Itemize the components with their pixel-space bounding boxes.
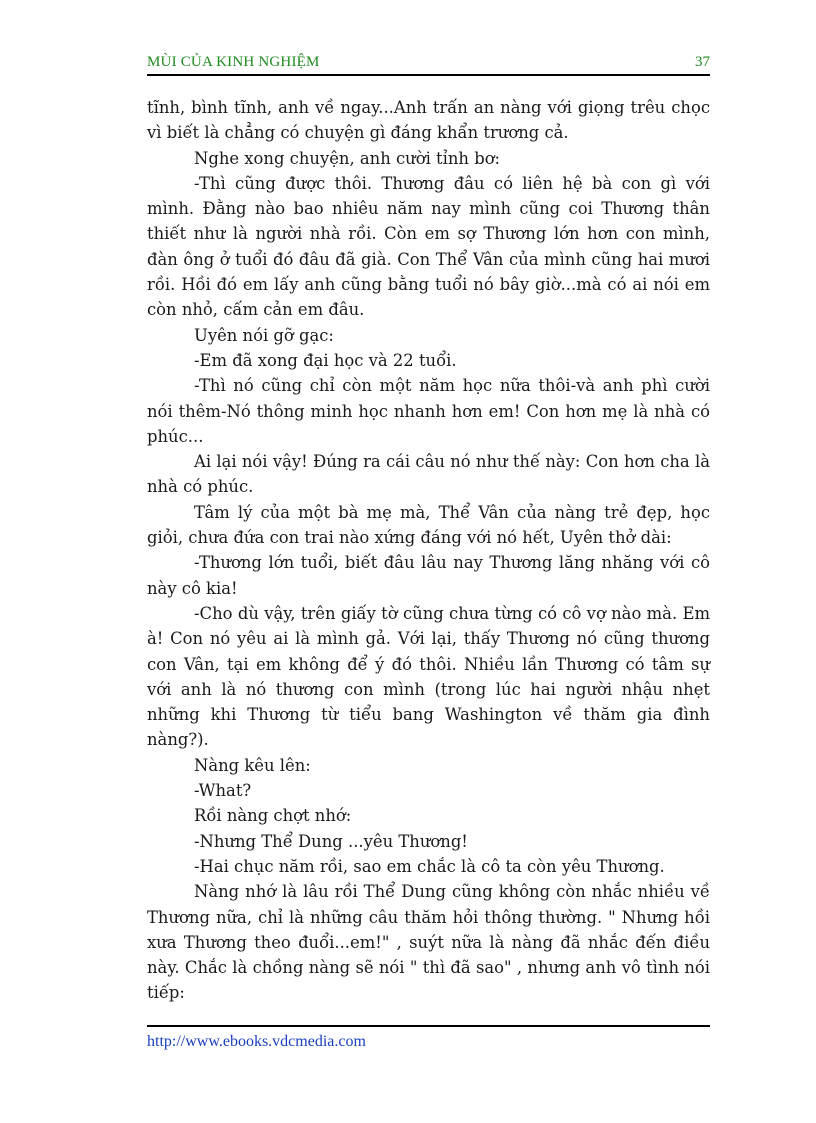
- page-number: 37: [695, 54, 710, 70]
- footer-divider: [147, 1025, 710, 1027]
- paragraph: -Cho dù vậy, trên giấy tờ cũng chưa từng có cô vợ nào mà. Em à! Con nó yêu ai là mình gả. Với lại, thấy Thương nó cũng thương con Vân, tại em không để ý đó thôi. Nhiều lần Thương có tâm sự với anh là nó thương con mình (trong lúc hai người nhậu nhẹt những khi Thương từ tiểu bang Washington về thăm gia đình nàng?).: [147, 603, 710, 750]
- running-header: [147, 52, 710, 76]
- paragraph: Nghe xong chuyện, anh cười tỉnh bơ:: [194, 148, 501, 168]
- paragraph: -Thương lớn tuổi, biết đâu lâu nay Thương lăng nhăng với cô này cô kia!: [147, 553, 710, 598]
- body-text: [147, 95, 710, 1006]
- paragraph: -What?: [194, 781, 252, 801]
- paragraph: -Thì nó cũng chỉ còn một năm học nữa thôi-và anh phì cười nói thêm-Nó thông minh học nhanh hơn em! Con hơn mẹ là nhà có phúc...: [147, 376, 710, 446]
- chapter-title: MÙI CỦA KINH NGHIỆM: [147, 54, 320, 70]
- paragraph: tĩnh, bình tĩnh, anh về ngay...Anh trấn an nàng với giọng trêu chọc vì biết là chẳng có chuyện gì đáng khẩn trương cả.: [147, 98, 710, 143]
- paragraph: -Hai chục năm rồi, sao em chắc là cô ta còn yêu Thương.: [194, 856, 665, 876]
- paragraph: Tâm lý của một bà mẹ mà, Thể Vân của nàng trẻ đẹp, học giỏi, chưa đứa con trai nào xứng đáng với nó hết, Uyên thở dài:: [147, 502, 710, 548]
- paragraph: Nàng nhớ là lâu rồi Thể Dung cũng không còn nhắc nhiều về Thương nữa, chỉ là những câu thăm hỏi thông thường. " Nhưng hồi xưa Thương theo đuổi...em!" , suýt nữa là nàng đã nhắc đến điều này. Chắc là chồng nàng sẽ nói " thì đã sao" , nhưng anh vô tình nói tiếp:: [147, 882, 710, 1003]
- paragraph: Ai lại nói vậy! Đúng ra cái câu nó như thế này: Con hơn cha là nhà có phúc.: [147, 452, 710, 497]
- paragraph: -Em đã xong đại học và 22 tuổi.: [194, 350, 457, 370]
- paragraph: Nàng kêu lên:: [194, 755, 311, 775]
- footer-url-link[interactable]: http://www.ebooks.vdcmedia.com: [147, 1033, 366, 1050]
- paragraph: Rồi nàng chợt nhớ:: [194, 806, 352, 826]
- paragraph: -Nhưng Thể Dung ...yêu Thương!: [194, 831, 468, 851]
- paragraph: Uyên nói gỡ gạc:: [194, 325, 334, 345]
- paragraph: -Thì cũng được thôi. Thương đâu có liên hệ bà con gì với mình. Đằng nào bao nhiêu năm nay mình cũng coi Thương thân thiết như là người nhà rồi. Còn em sợ Thương lớn hơn con mình, đàn ông ở tuổi đó đâu đã già. Con Thể Vân của mình cũng hai mươi rồi. Hồi đó em lấy anh cũng bằng tuổi nó bây giờ...mà có ai nói em còn nhỏ, cấm cản em đâu.: [147, 173, 710, 320]
